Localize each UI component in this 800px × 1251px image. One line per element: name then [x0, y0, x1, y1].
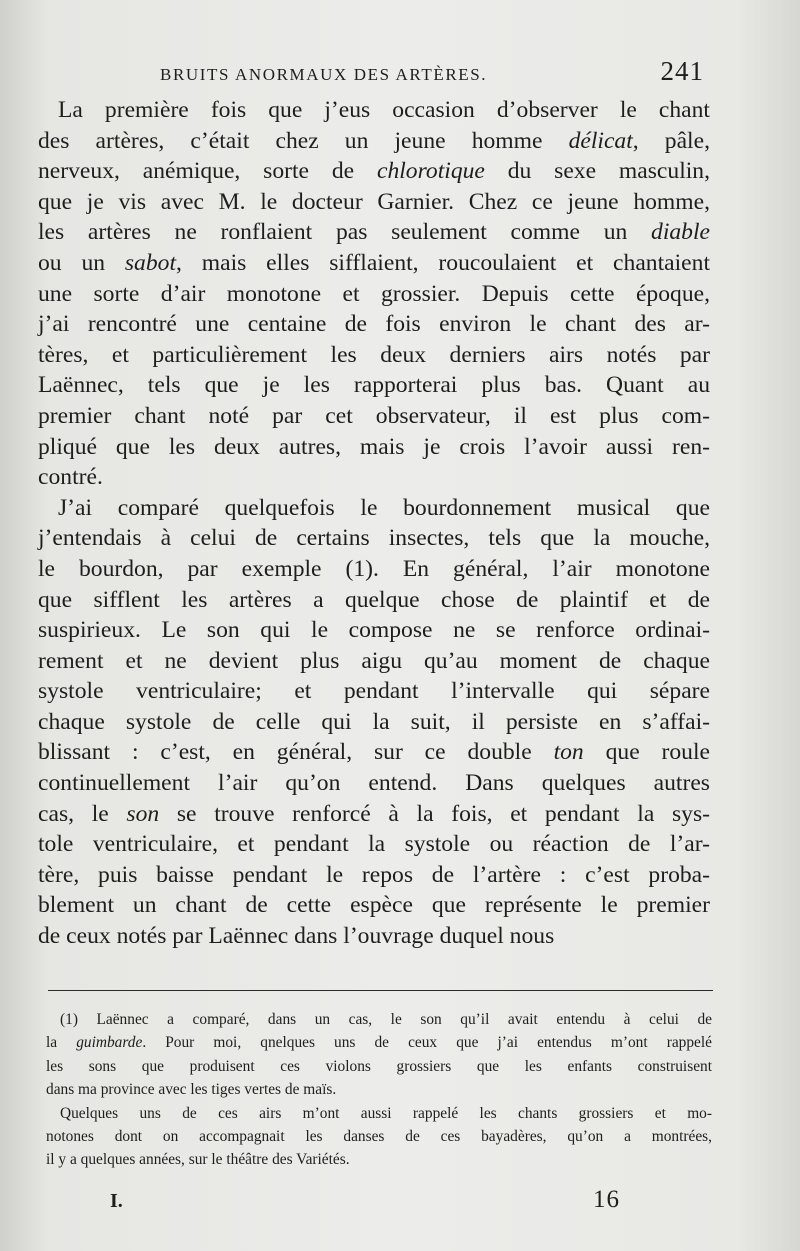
text-segment: premier chant noté par cet observateur, il est plus com- — [38, 402, 710, 429]
text-line — [46, 1078, 712, 1101]
text-segment: tères, et particulièrement les deux derniers airs notés par — [38, 341, 710, 368]
text-line — [38, 890, 710, 921]
text-line — [38, 737, 710, 768]
text-segment: blement un chant de cette espèce que représente le premier — [38, 892, 710, 919]
text-line — [38, 432, 710, 463]
text-segment: contré. — [38, 464, 103, 491]
text-line — [38, 493, 710, 524]
text-line — [38, 370, 710, 401]
text-line — [38, 340, 710, 371]
signature-row — [110, 1186, 620, 1214]
text-segment: pliqué que les deux autres, mais je crois l’avoir aussi ren- — [38, 433, 710, 460]
text-segment: de ceux notés par Laënnec dans l’ouvrage duquel nous — [38, 923, 555, 950]
text-segment: tère, puis baisse pendant le repos de l’artère : c’est proba- — [38, 861, 710, 888]
text-segment: (1) Laënnec a comparé, dans un cas, le son qu’il avait entendu à celui de — [60, 1011, 712, 1028]
italic-text: sabot — [124, 249, 177, 276]
text-segment: que sifflent les artères a quelque chose de plaintif et de — [38, 586, 710, 613]
text-line — [38, 523, 710, 554]
text-line — [38, 860, 710, 891]
text-line — [38, 279, 710, 310]
text-line — [38, 768, 710, 799]
volume-mark: I. — [110, 1190, 123, 1212]
text-line — [38, 126, 710, 157]
text-line — [38, 676, 710, 707]
italic-text: diable — [651, 219, 710, 246]
text-segment: Laënnec, tels que je les rapporterai plus bas. Quant au — [38, 372, 710, 399]
text-segment: que roule — [583, 739, 711, 766]
text-line — [38, 585, 710, 616]
text-line — [38, 156, 710, 187]
paragraph-1 — [38, 95, 710, 493]
text-segment: une sorte d’air monotone et grossier. Depuis cette époque, — [38, 280, 710, 307]
text-segment: notones dont on accompagnait les danses de ces bayadères, qu’on a montrées, — [46, 1128, 712, 1146]
text-line — [38, 646, 710, 677]
text-line — [38, 921, 710, 952]
running-head — [160, 56, 704, 87]
text-segment: rement et ne devient plus aigu qu’au moment de chaque — [38, 647, 710, 674]
text-segment: j’entendais à celui de certains insectes, tels que la mouche, — [38, 525, 710, 552]
text-line — [46, 1055, 712, 1078]
text-line — [38, 217, 710, 248]
italic-text: chlorotique — [376, 158, 485, 185]
footnotes — [46, 1008, 712, 1172]
text-segment: il y a quelques années, sur le théâtre des Variétés. — [46, 1151, 350, 1169]
text-line — [38, 707, 710, 738]
italic-text: délicat — [568, 127, 633, 154]
text-line — [46, 1008, 712, 1031]
text-line — [46, 1125, 712, 1148]
text-segment: continuellement l’air qu’on entend. Dans quelques autres — [38, 770, 710, 797]
footnote-2 — [46, 1102, 712, 1172]
text-line — [38, 309, 710, 340]
text-segment: Quelques uns de ces airs m’ont aussi rappelé les chants grossiers et mo- — [60, 1104, 712, 1122]
paragraph-2 — [38, 493, 710, 952]
text-segment: blissant : c’est, en général, sur ce double — [38, 739, 554, 766]
italic-text: son — [126, 800, 160, 827]
text-line — [38, 554, 710, 585]
text-line — [46, 1102, 712, 1125]
text-segment: dans ma province avec les tiges vertes de maïs. — [46, 1081, 337, 1099]
italic-text: ton — [553, 739, 584, 766]
text-segment: systole ventriculaire; et pendant l’intervalle qui sépare — [38, 678, 710, 705]
text-segment: J’ai comparé quelquefois le bourdonnement musical que — [58, 494, 710, 521]
text-segment: chaque systole de celle qui la suit, il persiste en s’affai- — [38, 708, 710, 735]
text-segment: cas, le — [38, 800, 127, 827]
text-segment: la — [46, 1034, 77, 1052]
running-title: BRUITS ANORMAUX DES ARTÈRES. — [160, 65, 488, 84]
text-segment: se trouve renforcé à la fois, et pendant la sys- — [159, 800, 710, 827]
text-line — [38, 95, 710, 126]
text-line — [38, 187, 710, 218]
text-segment: le bourdon, par exemple (1). En général, l’air monotone — [38, 555, 710, 582]
text-segment: les sons que produisent ces violons grossiers que les enfants construisent — [46, 1057, 712, 1075]
text-segment: du sexe masculin, — [484, 158, 710, 185]
text-line — [38, 462, 710, 493]
text-line — [46, 1148, 712, 1171]
text-line — [38, 799, 710, 830]
text-segment: , mais elles sifflaient, roucoulaient et chantaient — [176, 249, 710, 276]
text-segment: nerveux, anémique, sorte de — [38, 158, 377, 185]
footnote-1 — [46, 1008, 712, 1102]
text-segment: tole ventriculaire, et pendant la systole ou réaction de l’ar- — [38, 831, 710, 858]
text-line — [38, 248, 710, 279]
text-segment: j’ai rencontré une centaine de fois environ le chant des ar- — [38, 311, 710, 338]
italic-text: guimbarde — [76, 1034, 143, 1052]
signature-mark: 16 — [593, 1186, 620, 1213]
text-line — [38, 829, 710, 860]
text-segment: suspirieux. Le son qui le compose ne se renforce ordinai- — [38, 617, 710, 644]
body-text — [38, 95, 710, 952]
footnote-rule — [48, 990, 713, 991]
text-line — [38, 615, 710, 646]
text-segment: , pâle, — [632, 127, 710, 154]
page-number: 241 — [660, 56, 704, 86]
text-line — [46, 1031, 712, 1054]
text-line — [38, 401, 710, 432]
text-segment: . Pour moi, qnelques uns de ceux que j’ai entendus m’ont rappelé — [142, 1034, 712, 1052]
text-segment: les artères ne ronflaient pas seulement comme un — [38, 219, 652, 246]
text-segment: La première fois que j’eus occasion d’observer le chant — [58, 97, 710, 123]
text-segment: ou un — [38, 249, 125, 276]
text-segment: que je vis avec M. le docteur Garnier. Chez ce jeune homme, — [38, 188, 710, 215]
text-segment: des artères, c’était chez un jeune homme — [38, 127, 569, 154]
